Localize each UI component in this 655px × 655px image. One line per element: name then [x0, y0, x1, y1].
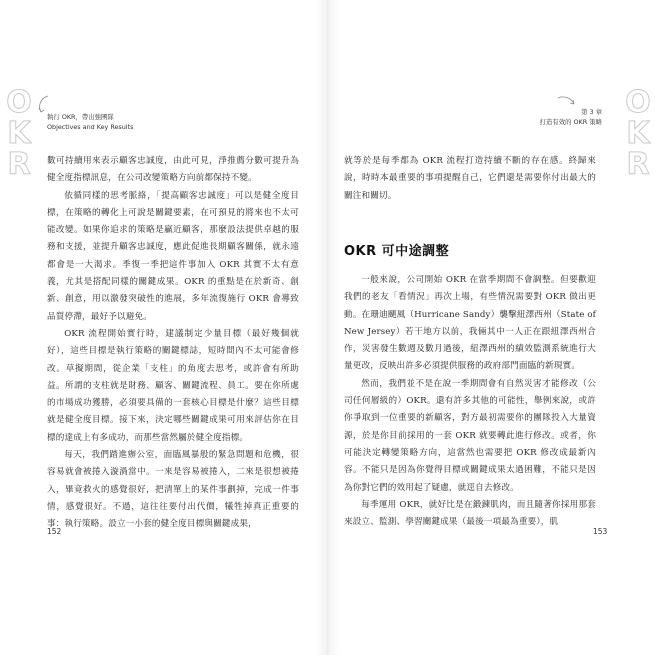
header-arc-left-icon: [35, 94, 51, 114]
paragraph: 一般來說，公司開始 OKR 在當季期間不會調整。但要歡迎我們的老友「看情況」再次上場，有些情況需要對 OKR 做出更動。在珊迪颶風（Hurricane Sandy）襲擊紐澤西州（State of New Jersey）若干地方以前，我倆其中一人正在跟紐澤西州合作，災害發生數週及數月過後，紐澤西州的績效監測系統進行大量更改，反映出許多必須提供服務的政府部門面臨的新現實。: [344, 275, 596, 372]
chapter-title: 打造有效的 OKR 策略: [539, 118, 602, 126]
watermark-letter: K: [626, 116, 650, 151]
paragraph: 就等於是每季都為 OKR 流程打造持續不斷的存在感。終歸來說，時時本最重要的事項提醒自己，它們還是需要你付出最大的關注和關切。: [344, 156, 596, 201]
watermark-letter: O: [6, 85, 32, 120]
watermark-letter: R: [626, 147, 650, 182]
okr-watermark-left: [3, 85, 35, 182]
book-subtitle: Objectives and Key Results: [47, 123, 134, 131]
paragraph: 數可持續用來表示顧客忠誠度，由此可見，淨推薦分數可提升為健全度指標訊息，在公司改變策略方向前都保持不變。: [47, 156, 299, 184]
book-gutter: [316, 0, 340, 655]
paragraph: 每天，我們踏進辦公室，面臨風暴般的緊急問題和危機，很容易就會被捲入漩渦當中。一來是容易被捲入，二來是很想被捲入，畢竟救火的感覺很好，把清單上的某件事劃掉，完成一件事情，感覺很好。不過，這往往要付出代價，犧牲掉真正重要的事：執行策略。設立一小套的健全度目標與關鍵成果，: [47, 450, 299, 530]
running-header-left: [47, 112, 133, 132]
section-title: OKR 可中途調整: [344, 244, 450, 259]
page-number-left: 152: [47, 527, 62, 536]
book-title: 執行 OKR，帶出強團隊: [47, 113, 114, 121]
paragraph: OKR 流程開始實行時，建議制定少量目標（最好幾個就好），這些目標是執行策略的關鍵標誌，短時間內不太可能會修改。草擬期間，從企業「支柱」的角度去思考，或許會有所助益。所謂的支柱就是財務、顧客、關鍵流程、員工。要在你所處的市場成功獲勝，必須要具備的一套核心目標是什麼？這些目標就是健全度目標。接下來，決定哪些關鍵成果可用來評估你在目標的達成上有多成功，而那些當然屬於健全度指標。: [47, 328, 299, 443]
paragraph: 然而，我們並不是在說一季期間會有自然災害才能修改（公司任何層級的）OKR。還有許多其他的可能性，舉例來說，或許你爭取到一位重要的新顧客，對方最初需要你的團隊投入大量資源，於是你目前採用的一套 OKR 就要轉此進行修改。或者，你可能決定轉變策略方向，這當然也需要把 OKR 修改成最新內容。不能只是因為你覺得目標或關鍵成果太過困難，不能只是因為你對它們的效用起了疑慮，就逕自去修改。: [344, 378, 596, 493]
paragraph: 每季運用 OKR，就好比是在鍛鍊肌肉，而且隨著你採用那套來設立、監測、學習關鍵成果（最後一項最為重要），肌: [344, 499, 596, 528]
page-number-right: 153: [593, 527, 608, 536]
right-top-text: [344, 153, 596, 205]
left-body-text: [47, 153, 299, 534]
chapter-number: 第 3 章: [581, 108, 602, 116]
paragraph: 依循同樣的思考脈絡，「提高顧客忠誠度」可以是健全度目標，在策略的轉化上可說是關鍵要素，在可預見的將來也不太可能改變。如果你追求的策略是贏近顧客，那麼設法提供卓越的服務和支援，並提升顧客忠誠度，應此促進長期顧客關係，就永遠都會是一大渴求。季復一季把這件事加入 OKR 其實不太有意義，尤其是搭配同樣的關鍵成果。OKR 的重點是在於新奇、創新、創意，用以激發突破性的進展，多年流復施行 OKR 會導致品質停滯，最好予以避免。: [47, 190, 299, 322]
right-body-text: [344, 272, 596, 531]
watermark-letter: R: [7, 147, 31, 182]
watermark-letter: K: [7, 116, 31, 151]
watermark-letter: O: [625, 85, 651, 120]
okr-watermark-right: [622, 85, 654, 182]
running-header-right: [540, 107, 602, 127]
